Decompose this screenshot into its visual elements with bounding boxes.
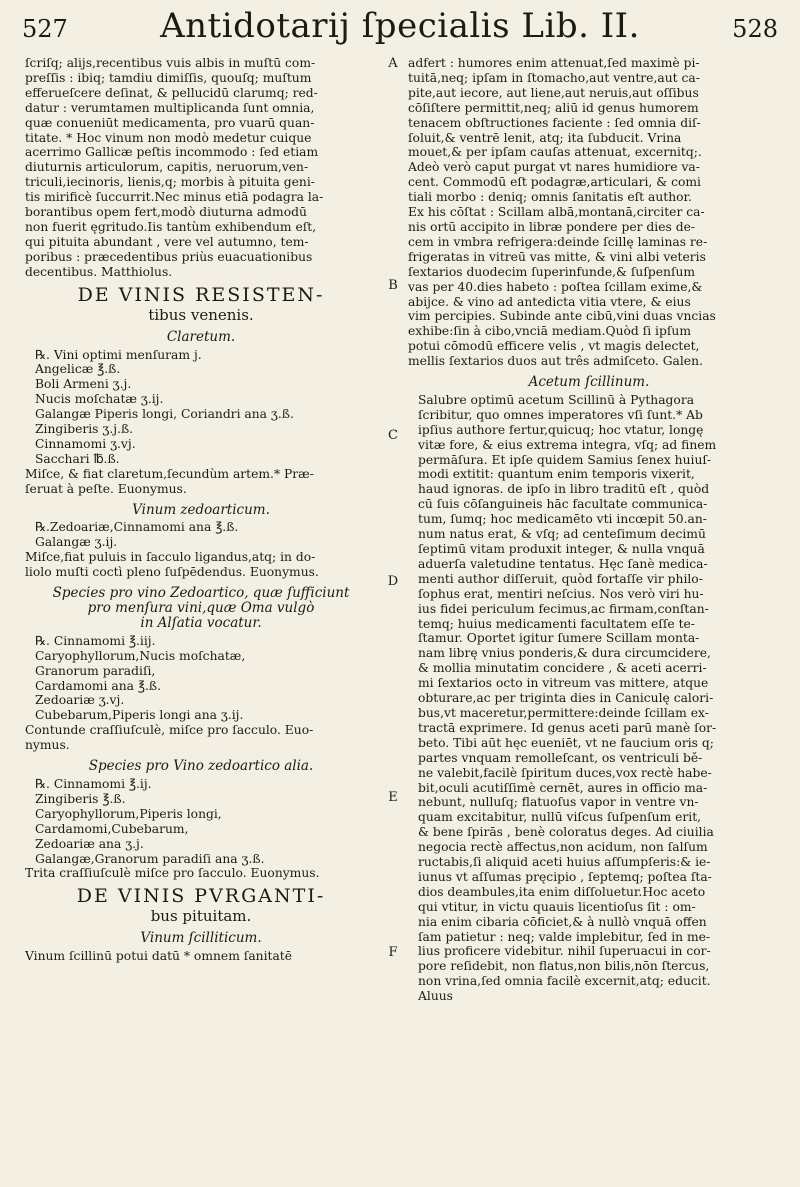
text-line: acerrimo Gallicæ peſtis incommodo : ſed etiam xyxy=(25,145,319,160)
text-line: ſoluit,& ventrē lenit, atq; ita ſubducit. Vrina xyxy=(408,130,682,145)
text-line: Trita craſſiuſculè miſce pro ſacculo. Euonymus. xyxy=(25,866,320,881)
margin-marker: C xyxy=(388,428,398,443)
text-line: tis mirificè ſuccurrit.Nec minus etiā podagra la- xyxy=(25,190,324,205)
species-recipe xyxy=(35,634,377,723)
text-line: efferueſcere deſinat, & pellucidū clarumq; red- xyxy=(25,85,318,100)
heading-line: in Alſatia vocatur. xyxy=(140,614,262,631)
opening-paragraph xyxy=(25,56,377,280)
recipe-line: ℞. Cinnamomi ℥.ij. xyxy=(35,776,152,791)
section-subtitle: tibus venenis. xyxy=(148,305,254,324)
recipe-line: ℞. Vini optimi menſuram j. xyxy=(35,347,202,362)
text-line: preſſis : ibiq; tamdiu dimiſſis, quouſq; muſtum xyxy=(25,70,312,85)
text-line: beto. Tibi aūt hęc eueniēt, vt ne faucium oris q; xyxy=(418,735,714,750)
section-heading-purging-phlegm xyxy=(25,885,377,925)
claretum-recipe xyxy=(35,348,377,467)
text-line: ſcriſq; alijs,recentibus vuis albis in muſtū com- xyxy=(25,56,316,70)
recipe-line: Zingiberis ℥.ß. xyxy=(35,791,126,806)
scilliticum-continuation xyxy=(408,56,770,369)
text-line: Vinum ſcillinū potui datū * omnem ſanitatē xyxy=(25,949,292,964)
right-page-number: 528 xyxy=(732,15,778,43)
running-head xyxy=(22,6,778,52)
recipe-line: Galangæ Piperis longi, Coriandri ana ʒ.ß. xyxy=(35,407,294,422)
text-line: qui vtitur, in victu quauis licentioſus ſit : om- xyxy=(418,899,696,914)
acetum-paragraph xyxy=(408,393,770,1004)
text-line: frigeratas in vitreū vas mitte, & vini albi veteris xyxy=(408,249,706,264)
text-line: Miſce,fiat puluis in ſacculo ligandus,atq; in do- xyxy=(25,550,316,565)
text-line: non vrina,ſed omnia facilè excernit,atq; educit. xyxy=(418,974,711,989)
text-line: pore reſidebit, non flatus,non bilis,nōn ſtercus, xyxy=(418,959,710,974)
text-line: Aluus xyxy=(418,989,453,1004)
text-line: pite,aut iecore, aut liene,aut neruis,aut oſſibus xyxy=(408,85,699,100)
text-line: ructabis,ſi aliquid aceti huius aſſumpſeris:& ie- xyxy=(418,855,711,870)
text-line: ſtamur. Oportet igitur ſumere Scillam monta- xyxy=(418,631,700,646)
species-instruction xyxy=(25,723,377,753)
text-line: mouet,& per ipſam cauſas attenuat, excernitq;. xyxy=(408,145,702,160)
text-line: ſeptimū vitam produxit integer, & nulla vnquā xyxy=(418,542,705,556)
text-line: cū ſuis cōſanguineis hāc facultate communica- xyxy=(418,497,708,512)
claretum-instruction xyxy=(25,467,377,497)
recipe-line: Cubebarum,Piperis longi ana ʒ.ij. xyxy=(35,708,244,723)
recipe-line: Galangæ,Granorum paradiſi ana ʒ.ß. xyxy=(35,851,265,866)
recipe-line: Zingiberis ʒ.j.ß. xyxy=(35,422,134,437)
text-line: mi ſextarios octo in vitreum vas mittere, atque xyxy=(418,676,709,691)
species-alia-recipe xyxy=(35,777,377,866)
text-line: triculi,iecinoris, lienis,q; morbis à pituita geni- xyxy=(25,175,315,190)
species-alia-heading: Species pro Vino zedoartico alia. xyxy=(88,758,314,775)
text-line: tuitā,neq; ipſam in ſtomacho,aut ventre,aut ca- xyxy=(408,70,700,85)
text-line: nebunt, nulluſq; flatuoſus vapor in ventre vn- xyxy=(418,795,699,810)
acetum-heading: Acetum ſcillinum. xyxy=(528,374,650,391)
text-line: adfert : humores enim attenuat,ſed maximè pi- xyxy=(408,56,700,70)
recipe-line: Caryophyllorum,Piperis longi, xyxy=(35,806,222,821)
recipe-line: Granorum paradiſi, xyxy=(35,663,156,678)
text-line: datur : verumtamen multiplicanda ſunt omnia, xyxy=(25,100,315,115)
text-line: nia enim cibaria cōficiet,& à nullò vnquā offen xyxy=(418,914,707,929)
recipe-line: ℞. Cinnamomi ℥.iij. xyxy=(35,633,156,648)
text-line: borantibus opem fert,modò diuturna admodū xyxy=(25,205,307,220)
zedoarticum-instruction xyxy=(25,550,377,580)
section-heading-resisting-poisons xyxy=(25,284,377,324)
text-line: tractā exprimere. Id genus aceti parū manè ſor- xyxy=(418,720,717,735)
recipe-line: Zedoariæ ʒ.vj. xyxy=(35,693,125,708)
text-line: cem in vmbra refrigera:deinde ſcillę laminas re- xyxy=(408,234,708,249)
text-line: Miſce, & fiat claretum,ſecundùm artem.* Præ- xyxy=(25,466,314,481)
text-line: Contunde craſſiuſculè, miſce pro ſacculo. Euo- xyxy=(25,723,314,738)
text-line: ſophus erat, mentiri neſcius. Nos verò viri hu- xyxy=(418,586,704,601)
species-alia-instruction xyxy=(25,866,377,881)
margin-markers xyxy=(384,56,402,1187)
text-line: nis ortū accipito in libræ pondere per dies de- xyxy=(408,219,696,234)
right-column xyxy=(408,56,770,1187)
text-line: negocia rectè affectus,non acidum, non ſalſum xyxy=(418,840,708,855)
text-line: ſextarios duodecim ſuperinfunde,& ſuſpenſum xyxy=(408,264,696,279)
text-line: bit,oculi acutiſſimè cernēt, aures in officio ma- xyxy=(418,780,708,795)
text-line: vitæ fore, & eius extrema integra, vſq; ad finem xyxy=(418,437,717,452)
margin-marker: F xyxy=(388,945,398,960)
recipe-line: Angelicæ ℥.ß. xyxy=(35,362,121,377)
recipe-line: Nucis moſchatæ ʒ.ij. xyxy=(35,392,164,407)
recipe-line: Cardamomi,Cubebarum, xyxy=(35,821,189,836)
section-title: DE VINIS PVRGANTI- xyxy=(76,885,326,908)
text-line: num natus erat, & vſq; ad centeſimum decimū xyxy=(418,527,706,542)
recipe-line: Cardamomi ana ℥.ß. xyxy=(35,678,162,693)
text-line: quam excitabitur, nullū viſcus ſuſpenſum erit, xyxy=(418,810,702,825)
text-line: iunus vt aſſumas pręcipio , ſeptemq; poſtea ſta- xyxy=(418,869,712,884)
text-line: temq; huius medicamenti facultatem eſſe te- xyxy=(418,616,695,631)
text-line: aduerſa valetudine tentatus. Hęc ſanè medica- xyxy=(418,556,708,571)
text-line: tiali morbo : deniq; omnis ſanitatis eſt author. xyxy=(408,190,692,205)
margin-marker: E xyxy=(388,790,398,805)
text-line: ius fidei periculum fecimus,ac firmam,conſtan- xyxy=(418,601,709,616)
text-line: menti author diſſeruit, quòd fortaſſe vir philo- xyxy=(418,571,703,586)
text-line: non fuerit ęgritudo.Iis tantùm exhibendum eſt, xyxy=(25,219,317,234)
text-line: vim percipies. Subinde ante cibū,vini duas vncias xyxy=(408,309,716,324)
recipe-line: Caryophyllorum,Nucis moſchatæ, xyxy=(35,648,246,663)
text-line: poribus : præcedentibus priùs euacuationibus xyxy=(25,249,313,264)
text-line: Ex his cōſtat : Scillam albā,montanā,circiter ca- xyxy=(408,205,705,220)
text-line: permāſura. Et ipſe quidem Samius ſenex huiuſ- xyxy=(418,452,712,467)
zedoarticum-heading: Vinum zedoarticum. xyxy=(132,501,270,518)
text-line: potui cōmodū efficere velis , vt magis delectet, xyxy=(408,339,700,354)
text-line: tenacem obſtructiones faciente : ſed omnia diſ- xyxy=(408,115,701,130)
text-line: qui pituita abundant , vere vel autumno, tem- xyxy=(25,234,309,249)
recipe-line: Galangæ ʒ.ij. xyxy=(35,535,118,550)
text-line: lius proficere videbitur. nihil ſuperuacui in cor- xyxy=(418,944,711,959)
margin-marker: D xyxy=(387,574,399,589)
left-page-number: 527 xyxy=(22,15,68,43)
text-line: Adeò verò caput purgat vt nares humidiore va- xyxy=(408,160,700,175)
text-line: diuturnis articulorum, capitis, neruorum,ven- xyxy=(25,160,309,175)
left-column xyxy=(25,56,377,1187)
heading-line: Species pro vino Zedoartico, quæ ſufficiunt xyxy=(52,585,350,602)
text-line: mellis ſextarios duos aut três admiſceto. Galen. xyxy=(408,354,703,369)
scilliticum-paragraph xyxy=(25,949,377,964)
text-line: nam librę vnius ponderis,& dura circumcidere, xyxy=(418,646,711,661)
text-line: liolo muſti coctì pleno ſuſpēdendus. Euonymus. xyxy=(25,565,319,580)
text-line: ſam patietur : neq; valde implebitur, ſed in me- xyxy=(418,929,711,944)
text-line: cōſiſtere permittit,neq; aliū id genus humorem xyxy=(408,100,699,115)
text-line: cent. Commodū eſt podagræ,articulari, & comi xyxy=(408,175,701,190)
text-line: tum, ſumq; hoc medicamēto vti incœpit 50.an- xyxy=(418,512,707,527)
recipe-line: ℞.Zedoariæ,Cinnamomi ana ℥.ß. xyxy=(35,520,239,535)
text-line: ſeruat à peſte. Euonymus. xyxy=(25,481,187,496)
section-title: DE VINIS RESISTEN- xyxy=(77,283,325,306)
text-line: vas per 40.dies habeto : poſtea ſcillam exime,& xyxy=(408,279,703,294)
text-line: nymus. xyxy=(25,738,70,753)
text-line: ſcribitur, quo omnes imperatores vſi ſunt.* Ab xyxy=(418,407,703,422)
recipe-line: Boli Armeni ʒ.j. xyxy=(35,377,132,392)
text-line: obturare,ac per triginta dies in Caniculę calori- xyxy=(418,691,714,706)
text-line: partes vnquam remolleſcant, os ventriculi bě- xyxy=(418,750,703,765)
recipe-line: Sacchari ℔.ß. xyxy=(35,451,120,466)
text-line: modi extitit: quantum enim temporis vixerit, xyxy=(418,467,695,482)
zedoarticum-recipe xyxy=(35,520,377,550)
text-line: titate. * Hoc vinum non modò medetur cuique xyxy=(25,130,312,145)
text-line: decentibus. Matthiolus. xyxy=(25,264,173,279)
recipe-line: Zedoariæ ana ʒ.j. xyxy=(35,836,144,851)
recipe-line: Cinnamomi ʒ.vj. xyxy=(35,436,136,451)
margin-marker: B xyxy=(388,278,398,293)
text-line: & bene ſpirās , benè coloratus deges. Ad ciuilia xyxy=(418,825,714,840)
species-heading xyxy=(25,586,377,631)
text-line: Salubre optimū acetum Scillinū à Pythagora xyxy=(418,392,695,407)
text-line: bus,vt maceretur,permittere:deinde ſcillam ex- xyxy=(418,705,709,720)
text-line: dios deambules,ita enim diſſoluetur.Hoc aceto xyxy=(418,884,706,899)
heading-line: pro menſura vini,quæ Oma vulgò xyxy=(87,600,315,616)
claretum-heading: Claretum. xyxy=(166,328,236,345)
text-line: exhibe:ſin à cibo,vnciā mediam.Quòd ſi ipſum xyxy=(408,324,691,339)
text-line: ne valebit,facilè ſpiritum duces,vox rectè habe- xyxy=(418,765,712,780)
text-line: ipſius authore fertur,quicuq; hoc vtatur, longę xyxy=(418,422,704,437)
text-line: abijce. & vino ad antedicta vitia vtere, & eius xyxy=(408,294,691,309)
text-line: quæ conueniūt medicamenta, pro vuarū quan- xyxy=(25,115,315,130)
scilliticum-heading: Vinum ſcilliticum. xyxy=(140,930,262,947)
margin-marker: A xyxy=(388,56,398,71)
section-subtitle: bus pituitam. xyxy=(150,907,252,926)
text-line: haud ignoras. de ipſo in libro traditū eſt , quòd xyxy=(418,482,710,497)
running-title: Antidotarij ſpecialis Lib. II. xyxy=(160,6,640,46)
text-line: & mollia minutatim concidere , & aceti acerri- xyxy=(418,661,707,676)
